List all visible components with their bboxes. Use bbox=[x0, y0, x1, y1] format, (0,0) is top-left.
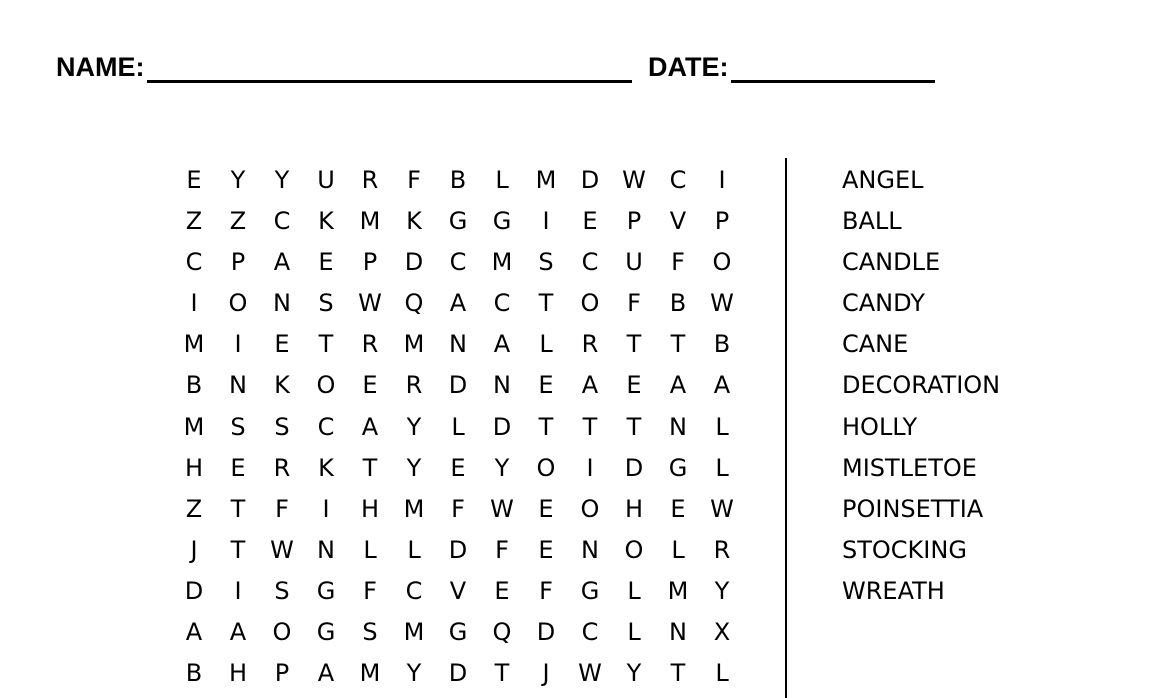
date-label: DATE: bbox=[648, 52, 729, 82]
grid-letter[interactable]: N bbox=[229, 371, 247, 400]
grid-letter[interactable]: A bbox=[273, 248, 291, 277]
grid-letter[interactable]: F bbox=[363, 576, 377, 605]
grid-letter[interactable]: U bbox=[625, 248, 643, 277]
word-list-item: CANE bbox=[842, 330, 909, 359]
grid-letter[interactable]: F bbox=[275, 494, 289, 523]
grid-letter[interactable]: T bbox=[538, 412, 554, 441]
grid-letter[interactable]: T bbox=[362, 453, 378, 482]
name-label: NAME: bbox=[56, 52, 145, 82]
grid-row bbox=[172, 201, 744, 242]
grid-letter[interactable]: M bbox=[535, 166, 557, 194]
grid-letter[interactable]: O bbox=[580, 289, 600, 318]
grid-letter[interactable]: V bbox=[449, 576, 467, 605]
word-list-item: BALL bbox=[842, 207, 902, 236]
grid-letter[interactable]: L bbox=[451, 412, 465, 441]
grid-row bbox=[172, 242, 744, 283]
grid-letter[interactable]: L bbox=[495, 166, 509, 194]
grid-letter[interactable]: H bbox=[360, 494, 380, 523]
grid-row bbox=[172, 160, 744, 201]
grid-letter[interactable]: E bbox=[318, 248, 334, 277]
grid-letter[interactable]: L bbox=[715, 659, 729, 688]
grid-letter[interactable]: T bbox=[670, 659, 686, 688]
grid-letter[interactable]: S bbox=[274, 576, 290, 605]
grid-letter[interactable]: B bbox=[185, 659, 203, 688]
grid-letter[interactable]: L bbox=[407, 535, 421, 564]
grid-letter[interactable]: O bbox=[580, 494, 600, 523]
grid-letter[interactable]: Y bbox=[230, 166, 246, 194]
grid-letter[interactable]: M bbox=[403, 494, 425, 523]
grid-letter[interactable]: R bbox=[581, 330, 599, 359]
grid-letter[interactable]: C bbox=[273, 207, 291, 236]
grid-letter[interactable]: T bbox=[230, 494, 246, 523]
grid-letter[interactable]: P bbox=[714, 207, 730, 236]
grid-letter[interactable]: J bbox=[190, 535, 198, 564]
grid-letter[interactable]: C bbox=[581, 248, 599, 277]
grid-row bbox=[172, 283, 744, 324]
grid-letter[interactable]: T bbox=[494, 659, 510, 688]
grid-letter[interactable]: F bbox=[451, 494, 465, 523]
grid-letter[interactable]: W bbox=[358, 289, 382, 318]
grid-letter[interactable]: W bbox=[710, 289, 734, 318]
grid-letter[interactable]: K bbox=[318, 207, 334, 236]
grid-letter[interactable]: F bbox=[671, 248, 685, 277]
grid-letter[interactable]: M bbox=[667, 576, 689, 605]
grid-letter[interactable]: A bbox=[581, 371, 599, 400]
grid-letter[interactable]: D bbox=[536, 618, 556, 647]
grid-letter[interactable]: B bbox=[713, 330, 731, 359]
grid-letter[interactable]: A bbox=[449, 289, 467, 318]
grid-letter[interactable]: I bbox=[234, 330, 242, 359]
grid-letter[interactable]: A bbox=[713, 371, 731, 400]
grid-letter[interactable]: O bbox=[228, 289, 248, 318]
grid-letter[interactable]: M bbox=[359, 207, 381, 236]
grid-letter[interactable]: P bbox=[626, 207, 642, 236]
grid-letter[interactable]: Y bbox=[406, 453, 422, 482]
grid-letter[interactable]: Z bbox=[229, 207, 247, 236]
word-list-item: CANDY bbox=[842, 289, 925, 318]
grid-letter[interactable]: L bbox=[539, 330, 553, 359]
grid-letter[interactable]: P bbox=[274, 659, 290, 688]
grid-row bbox=[172, 571, 744, 612]
grid-letter[interactable]: E bbox=[450, 453, 466, 482]
word-list-item: HOLLY bbox=[842, 412, 918, 441]
grid-letter[interactable]: W bbox=[490, 494, 514, 523]
grid-letter[interactable]: E bbox=[362, 371, 378, 400]
grid-letter[interactable]: N bbox=[317, 535, 335, 564]
word-list-item: STOCKING bbox=[842, 535, 967, 564]
grid-letter[interactable]: N bbox=[273, 289, 291, 318]
word-list-item: CANDLE bbox=[842, 248, 941, 277]
grid-letter[interactable]: S bbox=[318, 289, 334, 318]
grid-letter[interactable]: W bbox=[710, 494, 734, 523]
grid-letter[interactable]: S bbox=[538, 248, 554, 277]
grid-letter[interactable]: I bbox=[190, 289, 198, 318]
grid-letter[interactable]: I bbox=[234, 576, 242, 605]
grid-letter[interactable]: C bbox=[317, 412, 335, 441]
grid-letter[interactable]: F bbox=[495, 535, 509, 564]
grid-letter[interactable]: K bbox=[274, 371, 290, 400]
grid-letter[interactable]: V bbox=[669, 207, 687, 236]
grid-letter[interactable]: C bbox=[185, 248, 203, 277]
grid-row bbox=[172, 612, 744, 653]
cropped-page-heading bbox=[640, 0, 646, 7]
grid-letter[interactable]: B bbox=[449, 166, 467, 194]
grid-letter[interactable]: K bbox=[406, 207, 422, 236]
grid-letter[interactable]: A bbox=[669, 371, 687, 400]
grid-row bbox=[172, 407, 744, 448]
grid-letter[interactable]: F bbox=[539, 576, 553, 605]
divider-line bbox=[785, 158, 787, 698]
grid-letter[interactable]: W bbox=[578, 659, 602, 688]
grid-letter[interactable]: S bbox=[274, 412, 290, 441]
grid-row bbox=[172, 365, 744, 406]
grid-letter[interactable]: L bbox=[715, 412, 729, 441]
grid-letter[interactable]: N bbox=[669, 618, 687, 647]
grid-letter[interactable]: M bbox=[183, 412, 205, 441]
grid-letter[interactable]: E bbox=[230, 453, 246, 482]
grid-letter[interactable]: W bbox=[270, 535, 294, 564]
grid-row bbox=[172, 448, 744, 489]
grid-letter[interactable]: E bbox=[274, 330, 290, 359]
grid-letter[interactable]: R bbox=[405, 371, 423, 400]
grid-letter[interactable]: L bbox=[715, 453, 729, 482]
grid-letter[interactable]: N bbox=[669, 412, 687, 441]
grid-letter[interactable]: U bbox=[317, 166, 335, 194]
word-list-item: WREATH bbox=[842, 576, 945, 605]
grid-letter[interactable]: I bbox=[586, 453, 594, 482]
grid-letter[interactable]: M bbox=[359, 659, 381, 688]
word-list-item: DECORATION bbox=[842, 371, 1001, 400]
word-list-item: ANGEL bbox=[842, 166, 924, 194]
grid-letter[interactable]: P bbox=[230, 248, 246, 277]
grid-letter[interactable]: E bbox=[538, 371, 554, 400]
grid-letter[interactable]: D bbox=[580, 166, 600, 194]
grid-letter[interactable]: Y bbox=[494, 453, 510, 482]
grid-letter[interactable]: C bbox=[493, 289, 511, 318]
grid-letter[interactable]: T bbox=[230, 535, 246, 564]
grid-letter[interactable]: Q bbox=[404, 289, 424, 318]
grid-letter[interactable]: R bbox=[361, 166, 379, 194]
grid-letter[interactable]: A bbox=[361, 412, 379, 441]
grid-letter[interactable]: R bbox=[713, 535, 731, 564]
grid-letter[interactable]: O bbox=[272, 618, 292, 647]
grid-letter[interactable]: O bbox=[316, 371, 336, 400]
grid-letter[interactable]: Y bbox=[626, 659, 642, 688]
grid-letter[interactable]: A bbox=[229, 618, 247, 647]
grid-letter[interactable]: M bbox=[183, 330, 205, 359]
grid-letter[interactable]: E bbox=[582, 207, 598, 236]
grid-letter[interactable]: B bbox=[669, 289, 687, 318]
grid-letter[interactable]: I bbox=[718, 166, 726, 194]
grid-letter[interactable]: E bbox=[538, 535, 554, 564]
grid-letter[interactable]: A bbox=[493, 330, 511, 359]
grid-letter[interactable]: F bbox=[627, 289, 641, 318]
grid-letter[interactable]: I bbox=[322, 494, 330, 523]
grid-letter[interactable]: Q bbox=[492, 618, 512, 647]
grid-letter[interactable]: G bbox=[316, 618, 336, 647]
grid-letter[interactable]: L bbox=[363, 535, 377, 564]
grid-row bbox=[172, 489, 744, 530]
grid-letter[interactable]: D bbox=[448, 659, 468, 688]
grid-letter[interactable]: R bbox=[361, 330, 379, 359]
grid-letter[interactable]: E bbox=[538, 494, 554, 523]
grid-letter[interactable]: S bbox=[230, 412, 246, 441]
grid-letter[interactable]: D bbox=[448, 371, 468, 400]
word-list-item: MISTLETOE bbox=[842, 453, 977, 482]
grid-letter[interactable]: I bbox=[542, 207, 550, 236]
grid-letter[interactable]: K bbox=[318, 453, 334, 482]
grid-letter[interactable]: E bbox=[670, 494, 686, 523]
grid-letter[interactable]: M bbox=[403, 330, 425, 359]
grid-letter[interactable]: G bbox=[668, 453, 688, 482]
grid-letter[interactable]: E bbox=[186, 166, 202, 194]
name-blank-line[interactable] bbox=[147, 80, 632, 83]
grid-letter[interactable]: L bbox=[671, 535, 685, 564]
grid-letter[interactable]: N bbox=[581, 535, 599, 564]
grid-row bbox=[172, 530, 744, 571]
grid-letter[interactable]: T bbox=[538, 289, 554, 318]
grid-letter[interactable]: D bbox=[492, 412, 512, 441]
grid-letter[interactable]: H bbox=[624, 494, 644, 523]
grid-letter[interactable]: X bbox=[713, 618, 731, 647]
grid-letter[interactable]: T bbox=[670, 330, 686, 359]
grid-letter[interactable]: E bbox=[494, 576, 510, 605]
grid-letter[interactable]: Y bbox=[714, 576, 730, 605]
grid-letter[interactable]: L bbox=[627, 618, 641, 647]
grid-letter[interactable]: E bbox=[626, 371, 642, 400]
grid-letter[interactable]: J bbox=[542, 659, 550, 688]
grid-letter[interactable]: G bbox=[316, 576, 336, 605]
grid-letter[interactable]: O bbox=[536, 453, 556, 482]
grid-letter[interactable]: G bbox=[448, 207, 468, 236]
grid-letter[interactable]: Y bbox=[406, 412, 422, 441]
grid-letter[interactable]: F bbox=[407, 166, 421, 194]
word-list-item: POINSETTIA bbox=[842, 494, 984, 523]
grid-letter[interactable]: G bbox=[580, 576, 600, 605]
grid-letter[interactable]: H bbox=[184, 453, 204, 482]
grid-letter[interactable]: M bbox=[403, 618, 425, 647]
grid-letter[interactable]: D bbox=[448, 535, 468, 564]
grid-letter[interactable]: W bbox=[622, 166, 646, 194]
grid-letter[interactable]: Z bbox=[185, 494, 203, 523]
grid-letter[interactable]: O bbox=[624, 535, 644, 564]
grid-letter[interactable]: M bbox=[491, 248, 513, 277]
word-list bbox=[842, 160, 1000, 612]
grid-letter[interactable]: D bbox=[624, 453, 644, 482]
grid-letter[interactable]: R bbox=[273, 453, 291, 482]
grid-letter[interactable]: Y bbox=[406, 659, 422, 688]
grid-letter[interactable]: C bbox=[581, 618, 599, 647]
grid-row bbox=[172, 653, 744, 694]
grid-letter[interactable]: D bbox=[404, 248, 424, 277]
grid-letter[interactable]: C bbox=[669, 166, 687, 194]
grid-letter[interactable]: T bbox=[582, 412, 598, 441]
grid-letter[interactable]: P bbox=[362, 248, 378, 277]
grid-letter[interactable]: S bbox=[362, 618, 378, 647]
grid-letter[interactable]: G bbox=[448, 618, 468, 647]
grid-letter[interactable]: N bbox=[493, 371, 511, 400]
grid-letter[interactable]: C bbox=[405, 576, 423, 605]
grid-letter[interactable]: D bbox=[184, 576, 204, 605]
grid-letter[interactable]: O bbox=[712, 248, 732, 277]
grid-letter[interactable]: T bbox=[318, 330, 334, 359]
grid-letter[interactable]: C bbox=[449, 248, 467, 277]
date-blank-line[interactable] bbox=[731, 80, 935, 83]
grid-letter[interactable]: T bbox=[626, 330, 642, 359]
grid-letter[interactable]: B bbox=[185, 371, 203, 400]
grid-letter[interactable]: G bbox=[492, 207, 512, 236]
grid-row bbox=[172, 324, 744, 365]
grid-letter[interactable]: A bbox=[185, 618, 203, 647]
word-search-grid[interactable] bbox=[172, 160, 744, 694]
grid-letter[interactable]: A bbox=[317, 659, 335, 688]
grid-letter[interactable]: L bbox=[627, 576, 641, 605]
grid-letter[interactable]: T bbox=[626, 412, 642, 441]
grid-letter[interactable]: H bbox=[228, 659, 248, 688]
grid-letter[interactable]: N bbox=[449, 330, 467, 359]
grid-letter[interactable]: Z bbox=[185, 207, 203, 236]
grid-letter[interactable]: Y bbox=[274, 166, 290, 194]
